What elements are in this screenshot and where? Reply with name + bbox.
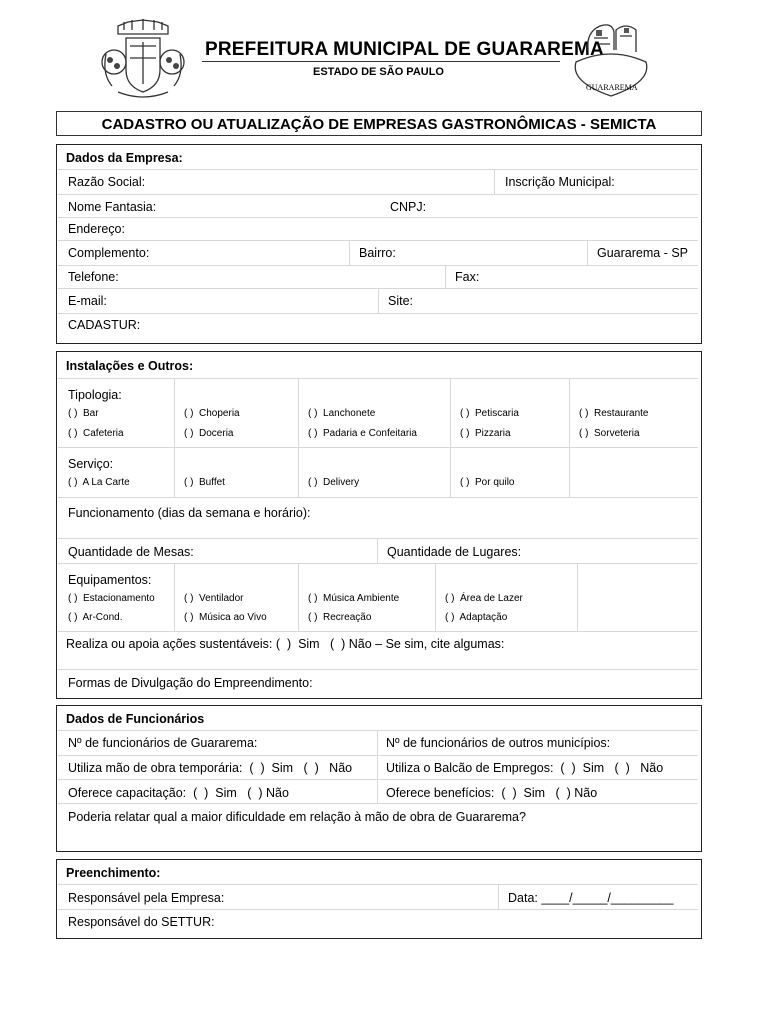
beneficios-field[interactable]: Oferece benefícios: ( ) Sim ( ) Não [386, 786, 598, 800]
preenchimento-heading: Preenchimento: [66, 866, 161, 880]
checkbox-recreacao[interactable]: ( ) Recreação [308, 612, 372, 623]
nome-fantasia-field[interactable]: Nome Fantasia: [68, 200, 157, 214]
checkbox-area-lazer[interactable]: ( ) Área de Lazer [445, 593, 523, 604]
checkbox-a-la-carte[interactable]: ( ) A La Carte [68, 477, 130, 488]
tipologia-label: Tipologia: [68, 388, 122, 402]
funcionarios-heading: Dados de Funcionários [66, 712, 205, 726]
fax-field[interactable]: Fax: [455, 270, 480, 284]
checkbox-ar-cond[interactable]: ( ) Ar-Cond. [68, 612, 123, 623]
divulgacao-field[interactable]: Formas de Divulgação do Empreendimento: [68, 676, 313, 690]
checkbox-musica-ambiente[interactable]: ( ) Música Ambiente [308, 593, 400, 604]
checkbox-restaurante[interactable]: ( ) Restaurante [579, 408, 649, 419]
funcionamento-field[interactable]: Funcionamento (dias da semana e horário): [68, 506, 311, 520]
cnpj-field[interactable]: CNPJ: [390, 200, 427, 214]
checkbox-padaria[interactable]: ( ) Padaria e Confeitaria [308, 428, 417, 439]
bairro-field[interactable]: Bairro: [359, 246, 396, 260]
balcao-field[interactable]: Utiliza o Balcão de Empregos: ( ) Sim ( ) Não [386, 761, 664, 775]
endereco-field[interactable]: Endereço: [68, 222, 125, 236]
telefone-field[interactable]: Telefone: [68, 270, 119, 284]
empresa-section [56, 144, 702, 344]
checkbox-choperia[interactable]: ( ) Choperia [184, 408, 240, 419]
checkbox-musica-vivo[interactable]: ( ) Música ao Vivo [184, 612, 267, 623]
checkbox-bar[interactable]: ( ) Bar [68, 408, 99, 419]
sustentaveis-field[interactable]: Realiza ou apoia ações sustentáveis: ( ) Sim ( ) Não – Se sim, cite algumas: [66, 637, 505, 651]
func-outros-field[interactable]: Nº de funcionários de outros municípios: [386, 736, 611, 750]
header-rule [202, 61, 560, 62]
dificuldade-field[interactable]: Poderia relatar qual a maior dificuldade em relação à mão de obra de Guararema? [68, 810, 526, 824]
func-guararema-field[interactable]: Nº de funcionários de Guararema: [68, 736, 258, 750]
complemento-field[interactable]: Complemento: [68, 246, 150, 260]
email-field[interactable]: E-mail: [68, 294, 107, 308]
checkbox-doceria[interactable]: ( ) Doceria [184, 428, 234, 439]
org-name: PREFEITURA MUNICIPAL DE GUARAREMA [205, 39, 604, 60]
checkbox-adaptacao[interactable]: ( ) Adaptação [445, 612, 508, 623]
checkbox-pizzaria[interactable]: ( ) Pizzaria [460, 428, 511, 439]
checkbox-delivery[interactable]: ( ) Delivery [308, 477, 360, 488]
checkbox-por-quilo[interactable]: ( ) Por quilo [460, 477, 515, 488]
form-title: CADASTRO OU ATUALIZAÇÃO DE EMPRESAS GASTRONÔMICAS - SEMICTA [56, 111, 702, 136]
site-field[interactable]: Site: [388, 294, 414, 308]
responsavel-empresa-field[interactable]: Responsável pela Empresa: [68, 891, 225, 905]
equipamentos-label: Equipamentos: [68, 573, 152, 587]
checkbox-estacionamento[interactable]: ( ) Estacionamento [68, 593, 155, 604]
mesas-field[interactable]: Quantidade de Mesas: [68, 545, 194, 559]
checkbox-ventilador[interactable]: ( ) Ventilador [184, 593, 244, 604]
state-name: ESTADO DE SÃO PAULO [313, 66, 444, 78]
capacitacao-field[interactable]: Oferece capacitação: ( ) Sim ( ) Não [68, 786, 289, 800]
data-field[interactable]: Data: ____/_____/_________ [508, 891, 674, 905]
checkbox-cafeteria[interactable]: ( ) Cafeteria [68, 428, 124, 439]
instalacoes-heading: Instalações e Outros: [66, 359, 194, 373]
responsavel-settur-field[interactable]: Responsável do SETTUR: [68, 915, 215, 929]
checkbox-petiscaria[interactable]: ( ) Petiscaria [460, 408, 519, 419]
razao-social-field[interactable]: Razão Social: [68, 175, 146, 189]
checkbox-buffet[interactable]: ( ) Buffet [184, 477, 225, 488]
checkbox-lanchonete[interactable]: ( ) Lanchonete [308, 408, 376, 419]
cadastur-field[interactable]: CADASTUR: [68, 318, 141, 332]
coat-of-arms [98, 18, 188, 102]
lugares-field[interactable]: Quantidade de Lugares: [387, 545, 522, 559]
city-logo-text: GUARAREMA [586, 83, 638, 92]
cidade-value: Guararema - SP [597, 246, 689, 260]
checkbox-sorveteria[interactable]: ( ) Sorveteria [579, 428, 640, 439]
empresa-heading: Dados da Empresa: [66, 151, 183, 165]
temporaria-field[interactable]: Utiliza mão de obra temporária: ( ) Sim ( ) Não [68, 761, 353, 775]
inscricao-municipal-field[interactable]: Inscrição Municipal: [505, 175, 615, 189]
servico-label: Serviço: [68, 457, 114, 471]
